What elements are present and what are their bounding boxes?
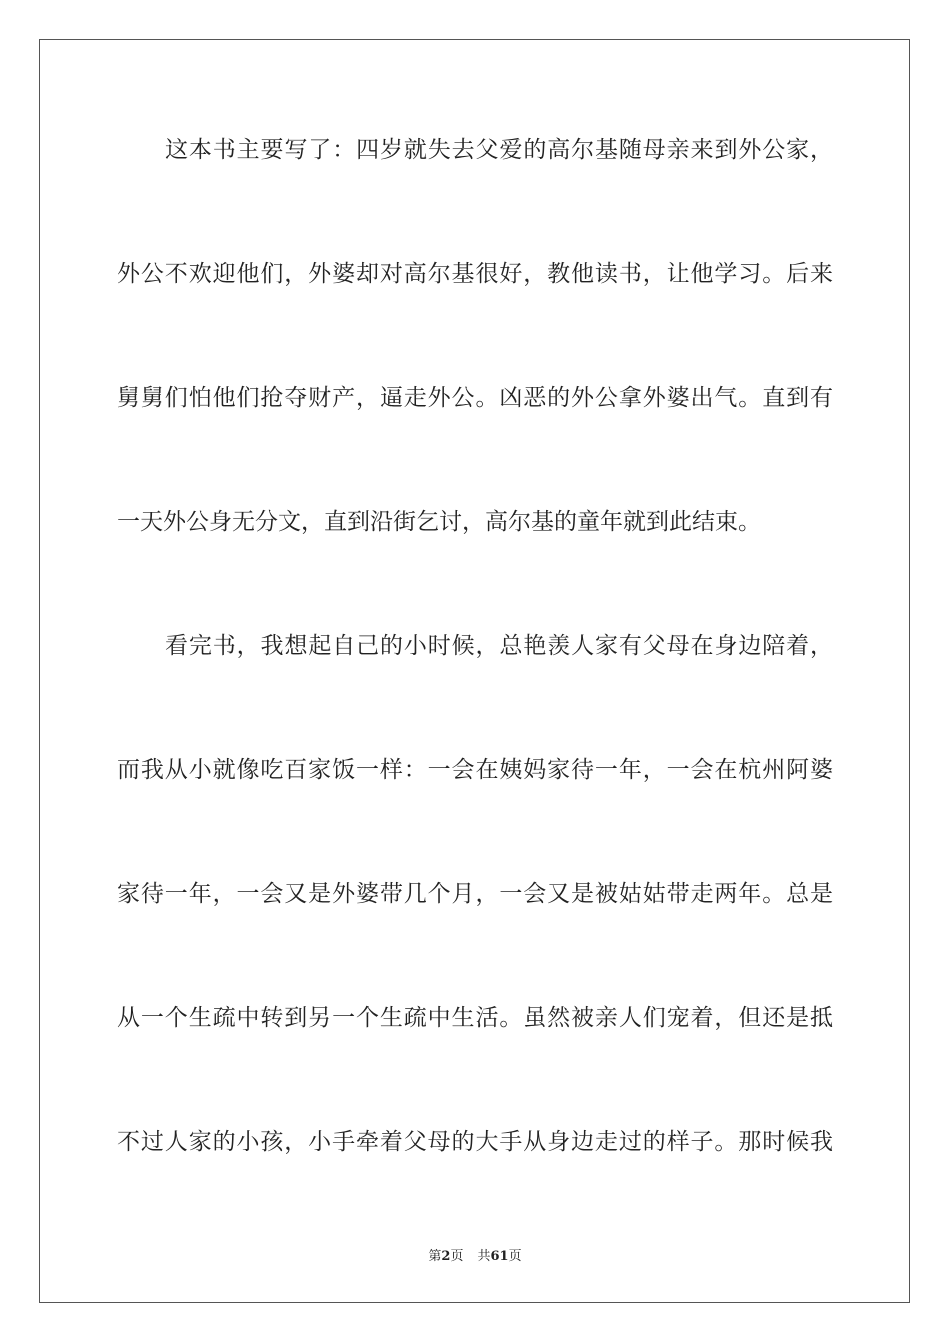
page-number: 2 [441,1249,451,1264]
text-line: 而我从小就像吃百家饭一样：一会在姨妈家待一年，一会在杭州阿婆 [117,757,833,783]
page-footer [0,1248,950,1266]
total-pages: 61 [490,1249,509,1264]
text-line: 一天外公身无分文，直到沿街乞讨，高尔基的童年就到此结束。 [117,509,761,535]
page-number-label: 第2页 [428,1249,464,1264]
text-line: 舅舅们怕他们抢夺财产，逼走外公。凶恶的外公拿外婆出气。直到有 [117,385,833,411]
text-line: 外公不欢迎他们，外婆却对高尔基很好，教他读书，让他学习。后来 [117,261,833,287]
text-line: 看完书，我想起自己的小时候，总艳羡人家有父母在身边陪着， [165,633,833,659]
text-line: 这本书主要写了：四岁就失去父爱的高尔基随母亲来到外公家， [165,137,833,163]
total-pages-label: 共61页 [477,1249,522,1264]
text-line: 家待一年，一会又是外婆带几个月，一会又是被姑姑带走两年。总是 [117,881,833,907]
page-border [39,39,910,1303]
text-line: 不过人家的小孩，小手牵着父母的大手从身边走过的样子。那时候我 [117,1129,833,1155]
text-line: 从一个生疏中转到另一个生疏中生活。虽然被亲人们宠着，但还是抵 [117,1005,833,1031]
